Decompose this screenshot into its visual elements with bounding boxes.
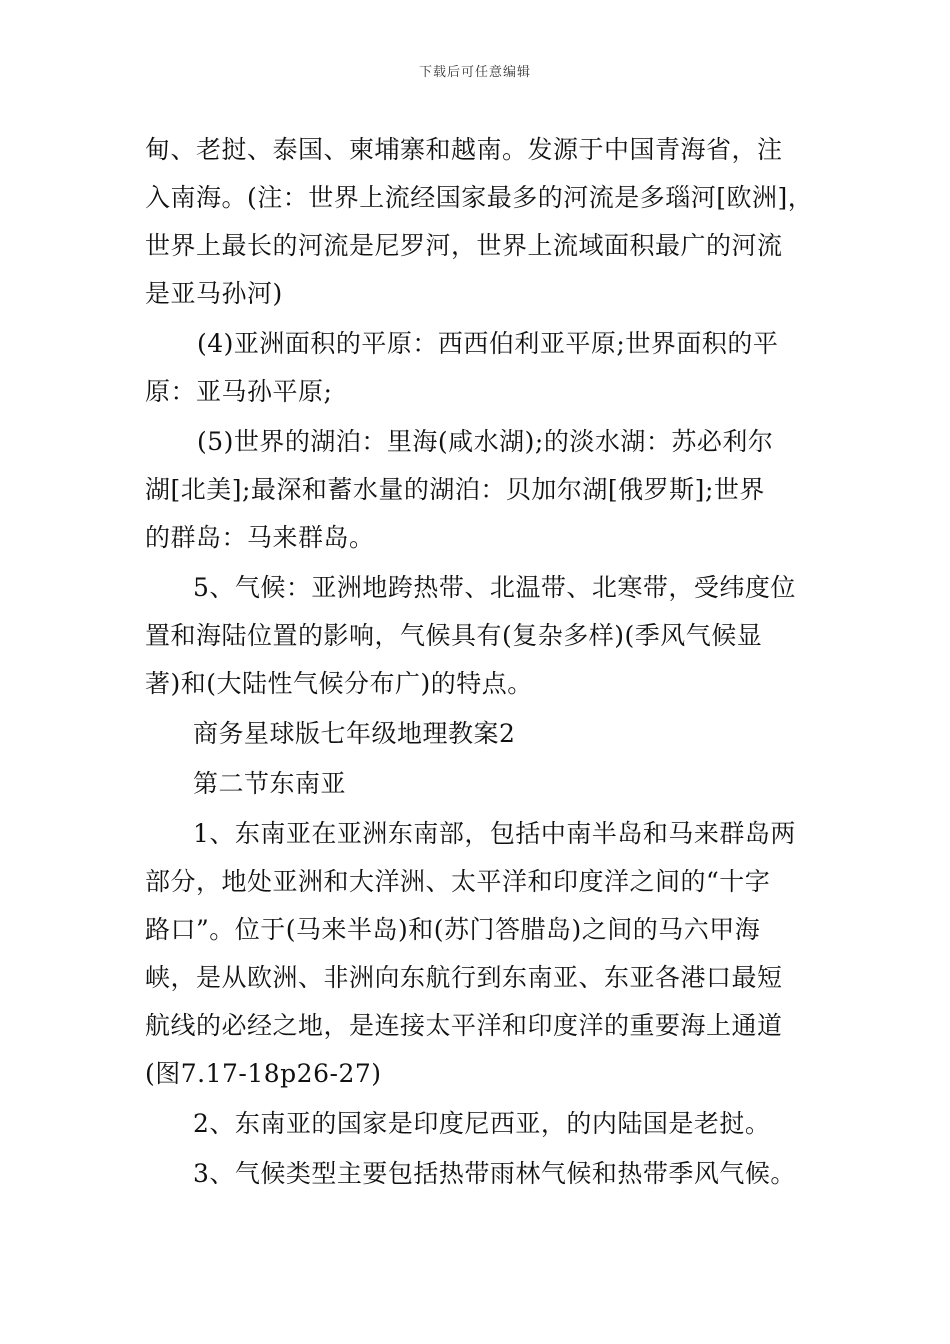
text-line: 是亚马孙河) xyxy=(145,279,283,308)
page-header: 下载后可任意编辑 xyxy=(418,65,531,80)
text-line: 原：亚马孙平原; xyxy=(145,377,333,406)
section-title: 商务星球版七年级地理教案2 xyxy=(193,719,516,748)
text-line: 世界上最长的河流是尼罗河，世界上流域面积最广的河流 xyxy=(145,231,783,260)
text-line: 峡，是从欧洲、非洲向东航行到东南亚、东亚各港口最短 xyxy=(145,963,783,992)
text-line: 5、气候：亚洲地跨热带、北温带、北寒带，受纬度位 xyxy=(193,573,796,602)
text-line: 湖[北美];最深和蓄水量的湖泊：贝加尔湖[俄罗斯];世界 xyxy=(145,475,765,504)
section-heading: 第二节东南亚 xyxy=(193,769,347,798)
text-line: 1、东南亚在亚洲东南部，包括中南半岛和马来群岛两 xyxy=(193,819,796,848)
text-line: 部分，地处亚洲和大洋洲、太平洋和印度洋之间的“十字 xyxy=(145,867,771,896)
text-line: (4)亚洲面积的平原：西西伯利亚平原;世界面积的平 xyxy=(197,329,779,358)
text-line: 入南海。(注：世界上流经国家最多的河流是多瑙河[欧洲]， xyxy=(145,183,814,212)
text-line: 3、气候类型主要包括热带雨林气候和热带季风气候。 xyxy=(193,1159,796,1188)
text-line: 路口”。位于(马来半岛)和(苏门答腊岛)之间的马六甲海 xyxy=(145,915,761,944)
document-body xyxy=(145,132,815,1192)
text-line: 甸、老挝、泰国、柬埔寨和越南。发源于中国青海省，注 xyxy=(145,135,783,164)
text-line: 航线的必经之地，是连接太平洋和印度洋的重要海上通道 xyxy=(145,1011,783,1040)
text-line: (5)世界的湖泊：里海(咸水湖);的淡水湖：苏必利尔 xyxy=(197,427,774,456)
text-line: 2、东南亚的国家是印度尼西亚，的内陆国是老挝。 xyxy=(193,1109,771,1138)
text-line: 置和海陆位置的影响，气候具有(复杂多样)(季风气候显 xyxy=(145,621,763,650)
text-line: (图7.17-18p26-27) xyxy=(145,1059,382,1088)
text-line: 的群岛：马来群岛。 xyxy=(145,523,375,552)
text-line: 著)和(大陆性气候分布广)的特点。 xyxy=(145,669,533,698)
